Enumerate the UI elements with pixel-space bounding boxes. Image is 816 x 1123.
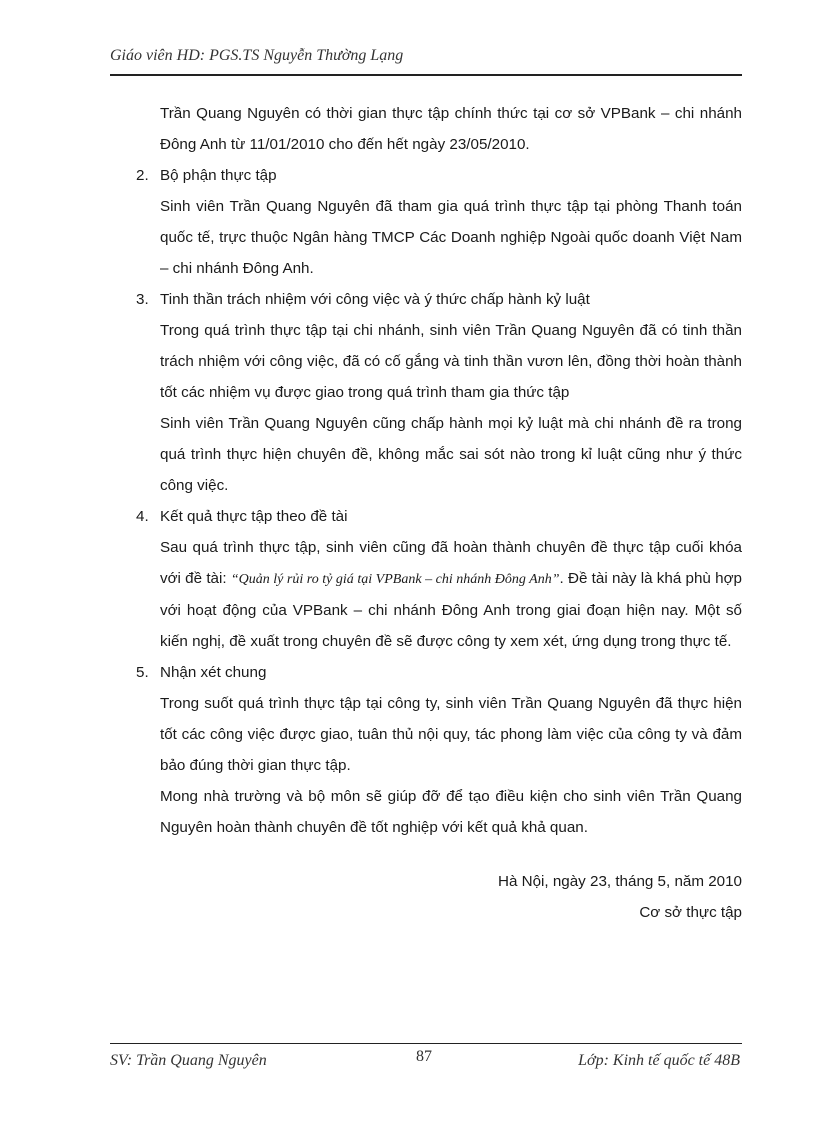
page-header: [110, 47, 740, 65]
result-text-after: . Đề tài này là khá phù hợp với hoạt động của VPBank – chi nhánh Đông Anh trong giai đoạn hiện nay. Một số kiến nghị, đề xuất trong chuyên đề sẽ được công ty xem xét, ứng dụng trong thực tế.: [160, 570, 742, 650]
section-paragraph: Mong nhà trường và bộ môn sẽ giúp đỡ để tạo điều kiện cho sinh viên Trần Quang Nguyên hoàn thành chuyên đề tốt nghiệp với kết quả khả quan.: [160, 788, 742, 836]
section-paragraph: Sinh viên Trần Quang Nguyên cũng chấp hành mọi kỷ luật mà chi nhánh đề ra trong quá trình thực hiện chuyên đề, không mắc sai sót nào trong kỉ luật cũng như ý thức công việc.: [160, 415, 742, 494]
section-5: [136, 657, 742, 843]
intro-paragraph: Trần Quang Nguyên có thời gian thực tập chính thức tại cơ sở VPBank – chi nhánh Đông Anh từ 11/01/2010 cho đến hết ngày 23/05/2010.: [160, 105, 742, 153]
section-2: [136, 160, 742, 284]
section-paragraph: Trong quá trình thực tập tại chi nhánh, sinh viên Trần Quang Nguyên đã có tinh thần trách nhiệm với công việc, đã có cố gắng và tinh thần vươn lên, đồng thời hoàn thành tốt các nhiệm vụ được giao trong quá trình tham gia thức tập: [160, 322, 742, 401]
signature-block: [136, 866, 742, 928]
section-heading: [136, 657, 742, 688]
supervisor-line: Giáo viên HD: PGS.TS Nguyễn Thường Lạng: [110, 47, 404, 64]
header-rule: [110, 74, 742, 76]
result-paragraph: [136, 532, 742, 657]
result-text-before: Sau quá trình thực tập, sinh viên cũng đã hoàn thành chuyên đề thực tập cuối khóa với đề tài:: [160, 539, 742, 587]
section-heading: [136, 284, 742, 315]
section-number: 4.: [136, 508, 149, 525]
footer-class: Lớp: Kinh tế quốc tế 48B: [578, 1052, 740, 1069]
section-number: 5.: [136, 664, 149, 681]
section-3: [136, 284, 742, 501]
thesis-topic: “Quản lý rủi ro tỷ giá tại VPBank – chi nhánh Đông Anh”: [230, 572, 560, 587]
section-paragraph: Sinh viên Trần Quang Nguyên đã tham gia quá trình thực tập tại phòng Thanh toán quốc tế, trực thuộc Ngân hàng TMCP Các Doanh nghiệp Ngoài quốc doanh Việt Nam – chi nhánh Đông Anh.: [160, 198, 742, 277]
section-number: 2.: [136, 167, 149, 184]
section-heading: [136, 160, 742, 191]
section-number: 3.: [136, 291, 149, 308]
page-number: 87: [416, 1048, 432, 1065]
footer-student: SV: Trần Quang Nguyên: [110, 1052, 267, 1069]
place-date: Hà Nội, ngày 23, tháng 5, năm 2010: [497, 873, 742, 890]
document-body: [136, 98, 742, 928]
section-title: Nhận xét chung: [160, 664, 267, 681]
signer-label: Cơ sở thực tập: [639, 904, 742, 921]
section-title: Tinh thần trách nhiệm với công việc và ý thức chấp hành kỷ luật: [160, 291, 590, 308]
section-title: Bộ phận thực tập: [160, 167, 277, 184]
section-title: Kết quả thực tập theo đề tài: [160, 508, 348, 525]
section-4: [136, 501, 742, 657]
section-paragraph: Trong suốt quá trình thực tập tại công ty, sinh viên Trần Quang Nguyên đã thực hiện tốt các công việc được giao, tuân thủ nội quy, tác phong làm việc của công ty và đảm bảo đúng thời gian thực tập.: [160, 695, 742, 774]
footer-rule: [110, 1043, 742, 1044]
section-heading: [136, 501, 742, 532]
